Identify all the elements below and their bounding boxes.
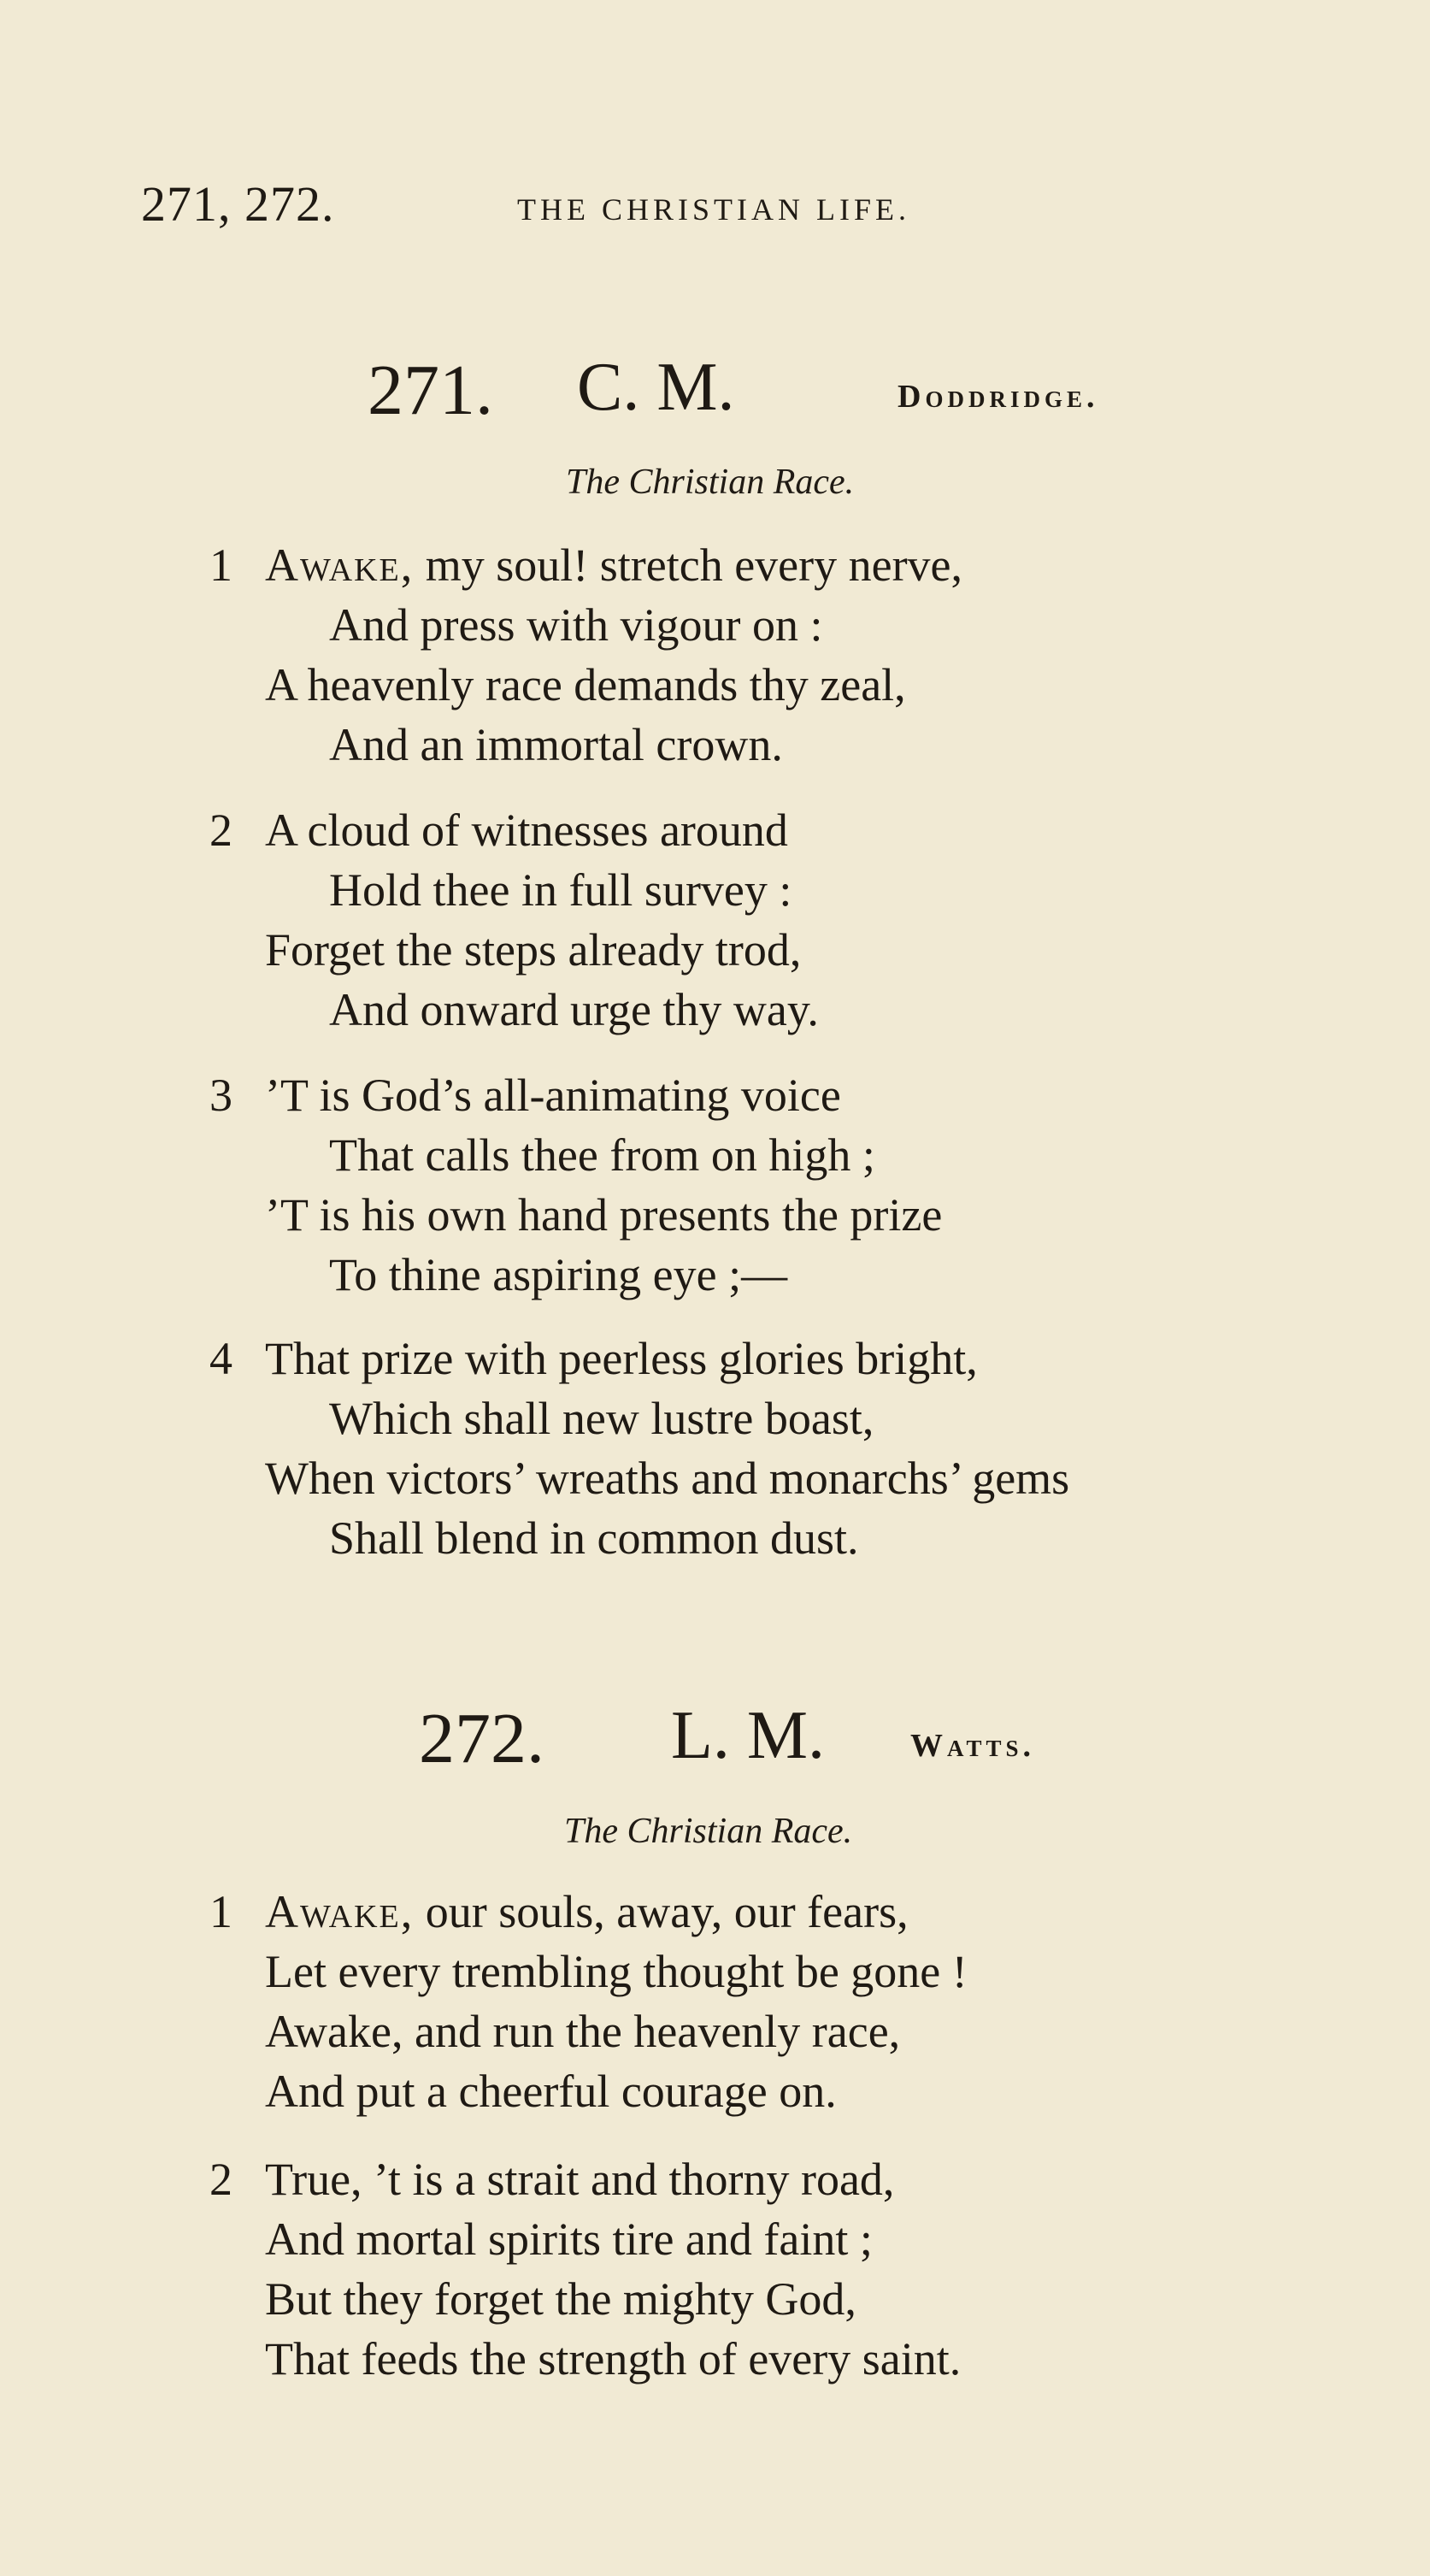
verse-line: But they forget the mighty God, xyxy=(265,2273,856,2325)
running-title: THE CHRISTIAN LIFE. xyxy=(517,192,910,227)
verse-number: 4 xyxy=(209,1333,232,1384)
verse-line: Awake, and run the heavenly race, xyxy=(265,2006,901,2057)
hymn-subtitle: The Christian Race. xyxy=(566,463,855,502)
verse-line: And press with vigour on : xyxy=(329,599,823,651)
hymn-author: Watts. xyxy=(910,1728,1036,1764)
verse-line: Hold thee in full survey : xyxy=(329,864,792,916)
verse-number: 2 xyxy=(209,805,232,856)
verse-line: To thine aspiring eye ;— xyxy=(329,1249,788,1300)
verse-lead-word: Awake, xyxy=(265,539,415,591)
hymn-meter: L. M. xyxy=(671,1698,825,1773)
verse-line: ’T is God’s all-animating voice xyxy=(265,1070,841,1121)
verse-line-text: our souls, away, our fears, xyxy=(414,1886,909,1937)
verse-line: Shall blend in common dust. xyxy=(329,1512,859,1564)
verse-line: True, ’t is a strait and thorny road, xyxy=(265,2154,895,2205)
verse-line: Let every trembling thought be gone ! xyxy=(265,1946,968,1997)
verse-number: 1 xyxy=(209,1886,232,1937)
verse-line: And an immortal crown. xyxy=(329,719,783,770)
verse-line: Forget the steps already trod, xyxy=(265,924,802,976)
verse-line: A heavenly race demands thy zeal, xyxy=(265,659,906,710)
verse-line: And put a cheerful courage on. xyxy=(265,2066,837,2117)
verse-line xyxy=(265,539,962,592)
hymn-subtitle: The Christian Race. xyxy=(564,1812,853,1851)
verse-line: And onward urge thy way. xyxy=(329,984,819,1035)
verse-line: And mortal spirits tire and faint ; xyxy=(265,2213,873,2265)
verse-number: 2 xyxy=(209,2154,232,2205)
verse-line: When victors’ wreaths and monarchs’ gems xyxy=(265,1453,1070,1504)
hymn-author: Doddridge. xyxy=(897,379,1099,415)
page-numbers: 271, 272. xyxy=(141,176,335,232)
verse-line: That feeds the strength of every saint. xyxy=(265,2333,962,2384)
verse-line xyxy=(265,1885,909,1938)
hymn-number: 272. xyxy=(419,1699,544,1778)
verse-line: Which shall new lustre boast, xyxy=(329,1393,874,1444)
verse-line: A cloud of witnesses around xyxy=(265,805,788,856)
verse-line-text: my soul! stretch every nerve, xyxy=(414,539,963,591)
verse-line: That prize with peerless glories bright, xyxy=(265,1333,978,1384)
verse-line: That calls thee from on high ; xyxy=(329,1129,875,1181)
verse-lead-word: Awake, xyxy=(265,1886,415,1937)
verse-line: ’T is his own hand presents the prize xyxy=(265,1189,943,1241)
hymn-number: 271. xyxy=(368,351,493,430)
hymn-meter: C. M. xyxy=(577,350,735,425)
verse-number: 1 xyxy=(209,539,232,591)
verse-number: 3 xyxy=(209,1070,232,1121)
